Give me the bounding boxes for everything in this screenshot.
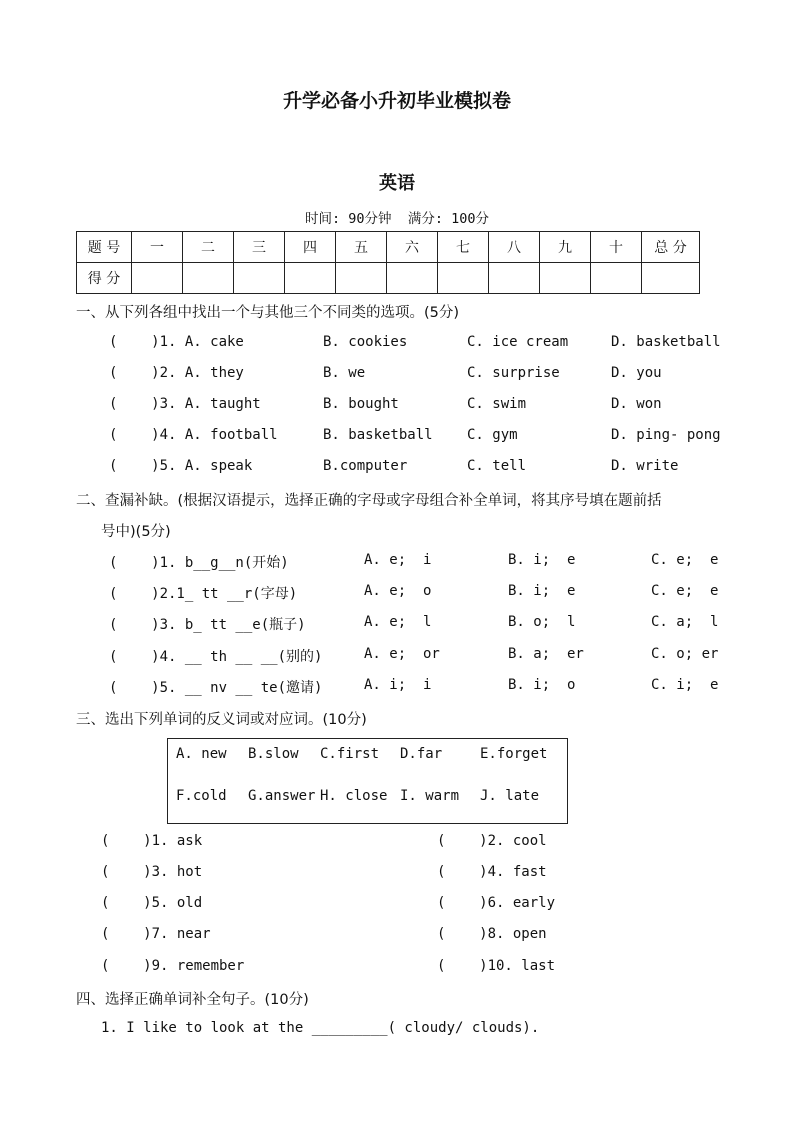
option-d: D. write: [611, 458, 679, 474]
word-option: C.first: [320, 746, 380, 762]
question-left: ( )9. remember: [101, 958, 245, 974]
option-b: B. o; l: [508, 614, 576, 630]
option-b: B. i; e: [508, 583, 576, 599]
score-table-score-row: [77, 263, 700, 294]
option-d: D. ping- pong: [611, 427, 721, 443]
question-number: ( )1. A. cake: [109, 334, 244, 350]
question-left: ( )7. near: [101, 926, 211, 942]
word-option: J. late: [480, 788, 540, 804]
option-c: C. ice cream: [467, 334, 569, 350]
section1-heading: 一、从下列各组中找出一个与其他三个不同类的选项。(5分): [76, 305, 460, 321]
cell-header: 九: [540, 232, 591, 263]
score-cell[interactable]: [438, 263, 489, 294]
question-left: ( )1. ask: [101, 833, 203, 849]
cell-header: 二: [183, 232, 234, 263]
option-b: B.computer: [323, 458, 408, 474]
cell-header: 总 分: [642, 232, 700, 263]
word-option: B.slow: [248, 746, 299, 762]
option-c: C. tell: [467, 458, 527, 474]
option-c: C. e; e: [651, 583, 719, 599]
cell-header: 题 号: [77, 232, 132, 263]
score-cell[interactable]: [336, 263, 387, 294]
option-c: C. o; er: [651, 646, 719, 662]
cell-header: 一: [132, 232, 183, 263]
option-a: A. e; or: [364, 646, 440, 662]
option-c: C. i; e: [651, 677, 719, 693]
question-right: ( )2. cool: [437, 833, 547, 849]
exam-title: 升学必备小升初毕业模拟卷: [282, 90, 511, 112]
time-score-line: 时间: 90分钟 满分: 100分: [305, 211, 489, 227]
cell-header: 十: [591, 232, 642, 263]
question-left: ( )5. old: [101, 895, 203, 911]
word-option: I. warm: [400, 788, 460, 804]
question-number: ( )4. A. football: [109, 427, 278, 443]
option-a: A. e; i: [364, 552, 432, 568]
cell-score-label: 得 分: [77, 263, 132, 294]
question-prompt: ( )1. b__g__n(开始): [109, 555, 289, 571]
question-number: ( )5. A. speak: [109, 458, 253, 474]
section2-heading-line2: 号中)(5分): [101, 524, 171, 540]
score-table: [76, 231, 700, 294]
question-prompt: ( )3. b_ tt __e(瓶子): [109, 617, 306, 633]
cell-header: 八: [489, 232, 540, 263]
question-prompt: ( )4. __ th __ __(别的): [109, 649, 323, 665]
cell-header: 五: [336, 232, 387, 263]
question-number: ( )2. A. they: [109, 365, 244, 381]
subject-title: 英语: [379, 173, 415, 194]
option-c: C. surprise: [467, 365, 560, 381]
cell-header: 四: [285, 232, 336, 263]
question-number: ( )3. A. taught: [109, 396, 261, 412]
word-option: H. close: [320, 788, 388, 804]
word-option: F.cold: [176, 788, 227, 804]
option-a: A. i; i: [364, 677, 432, 693]
cell-header: 七: [438, 232, 489, 263]
score-cell[interactable]: [489, 263, 540, 294]
option-b: B. i; o: [508, 677, 576, 693]
question-right: ( )10. last: [437, 958, 556, 974]
option-a: A. e; l: [364, 614, 432, 630]
section2-heading-line1: 二、查漏补缺。(根据汉语提示，选择正确的字母或字母组合补全单词，将其序号填在题前括: [76, 493, 662, 509]
word-option: A. new: [176, 746, 227, 762]
score-cell[interactable]: [540, 263, 591, 294]
option-b: B. bought: [323, 396, 399, 412]
score-cell[interactable]: [591, 263, 642, 294]
word-option: G.answer: [248, 788, 316, 804]
score-cell[interactable]: [234, 263, 285, 294]
score-cell[interactable]: [285, 263, 336, 294]
option-c: C. a; l: [651, 614, 719, 630]
question-prompt: ( )2.1_ tt __r(字母): [109, 586, 298, 602]
section3-heading: 三、选出下列单词的反义词或对应词。(10分): [76, 712, 367, 728]
cell-header: 六: [387, 232, 438, 263]
section4-question-1: 1. I like to look at the _________( cloudy/ clouds).: [101, 1020, 540, 1036]
score-cell[interactable]: [183, 263, 234, 294]
question-right: ( )4. fast: [437, 864, 547, 880]
cell-header: 三: [234, 232, 285, 263]
option-b: B. basketball: [323, 427, 433, 443]
option-b: B. cookies: [323, 334, 408, 350]
option-d: D. won: [611, 396, 662, 412]
word-option: E.forget: [480, 746, 548, 762]
score-cell[interactable]: [132, 263, 183, 294]
question-prompt: ( )5. __ nv __ te(邀请): [109, 680, 323, 696]
option-d: D. you: [611, 365, 662, 381]
word-option: D.far: [400, 746, 443, 762]
option-c: C. e; e: [651, 552, 719, 568]
option-c: C. swim: [467, 396, 527, 412]
option-b: B. we: [323, 365, 366, 381]
question-right: ( )6. early: [437, 895, 556, 911]
question-left: ( )3. hot: [101, 864, 203, 880]
score-cell[interactable]: [642, 263, 700, 294]
section4-heading: 四、选择正确单词补全句子。(10分): [76, 992, 309, 1008]
option-a: A. e; o: [364, 583, 432, 599]
option-c: C. gym: [467, 427, 518, 443]
option-d: D. basketball: [611, 334, 721, 350]
question-right: ( )8. open: [437, 926, 547, 942]
score-cell[interactable]: [387, 263, 438, 294]
score-table-header-row: [77, 232, 700, 263]
option-b: B. i; e: [508, 552, 576, 568]
option-b: B. a; er: [508, 646, 584, 662]
